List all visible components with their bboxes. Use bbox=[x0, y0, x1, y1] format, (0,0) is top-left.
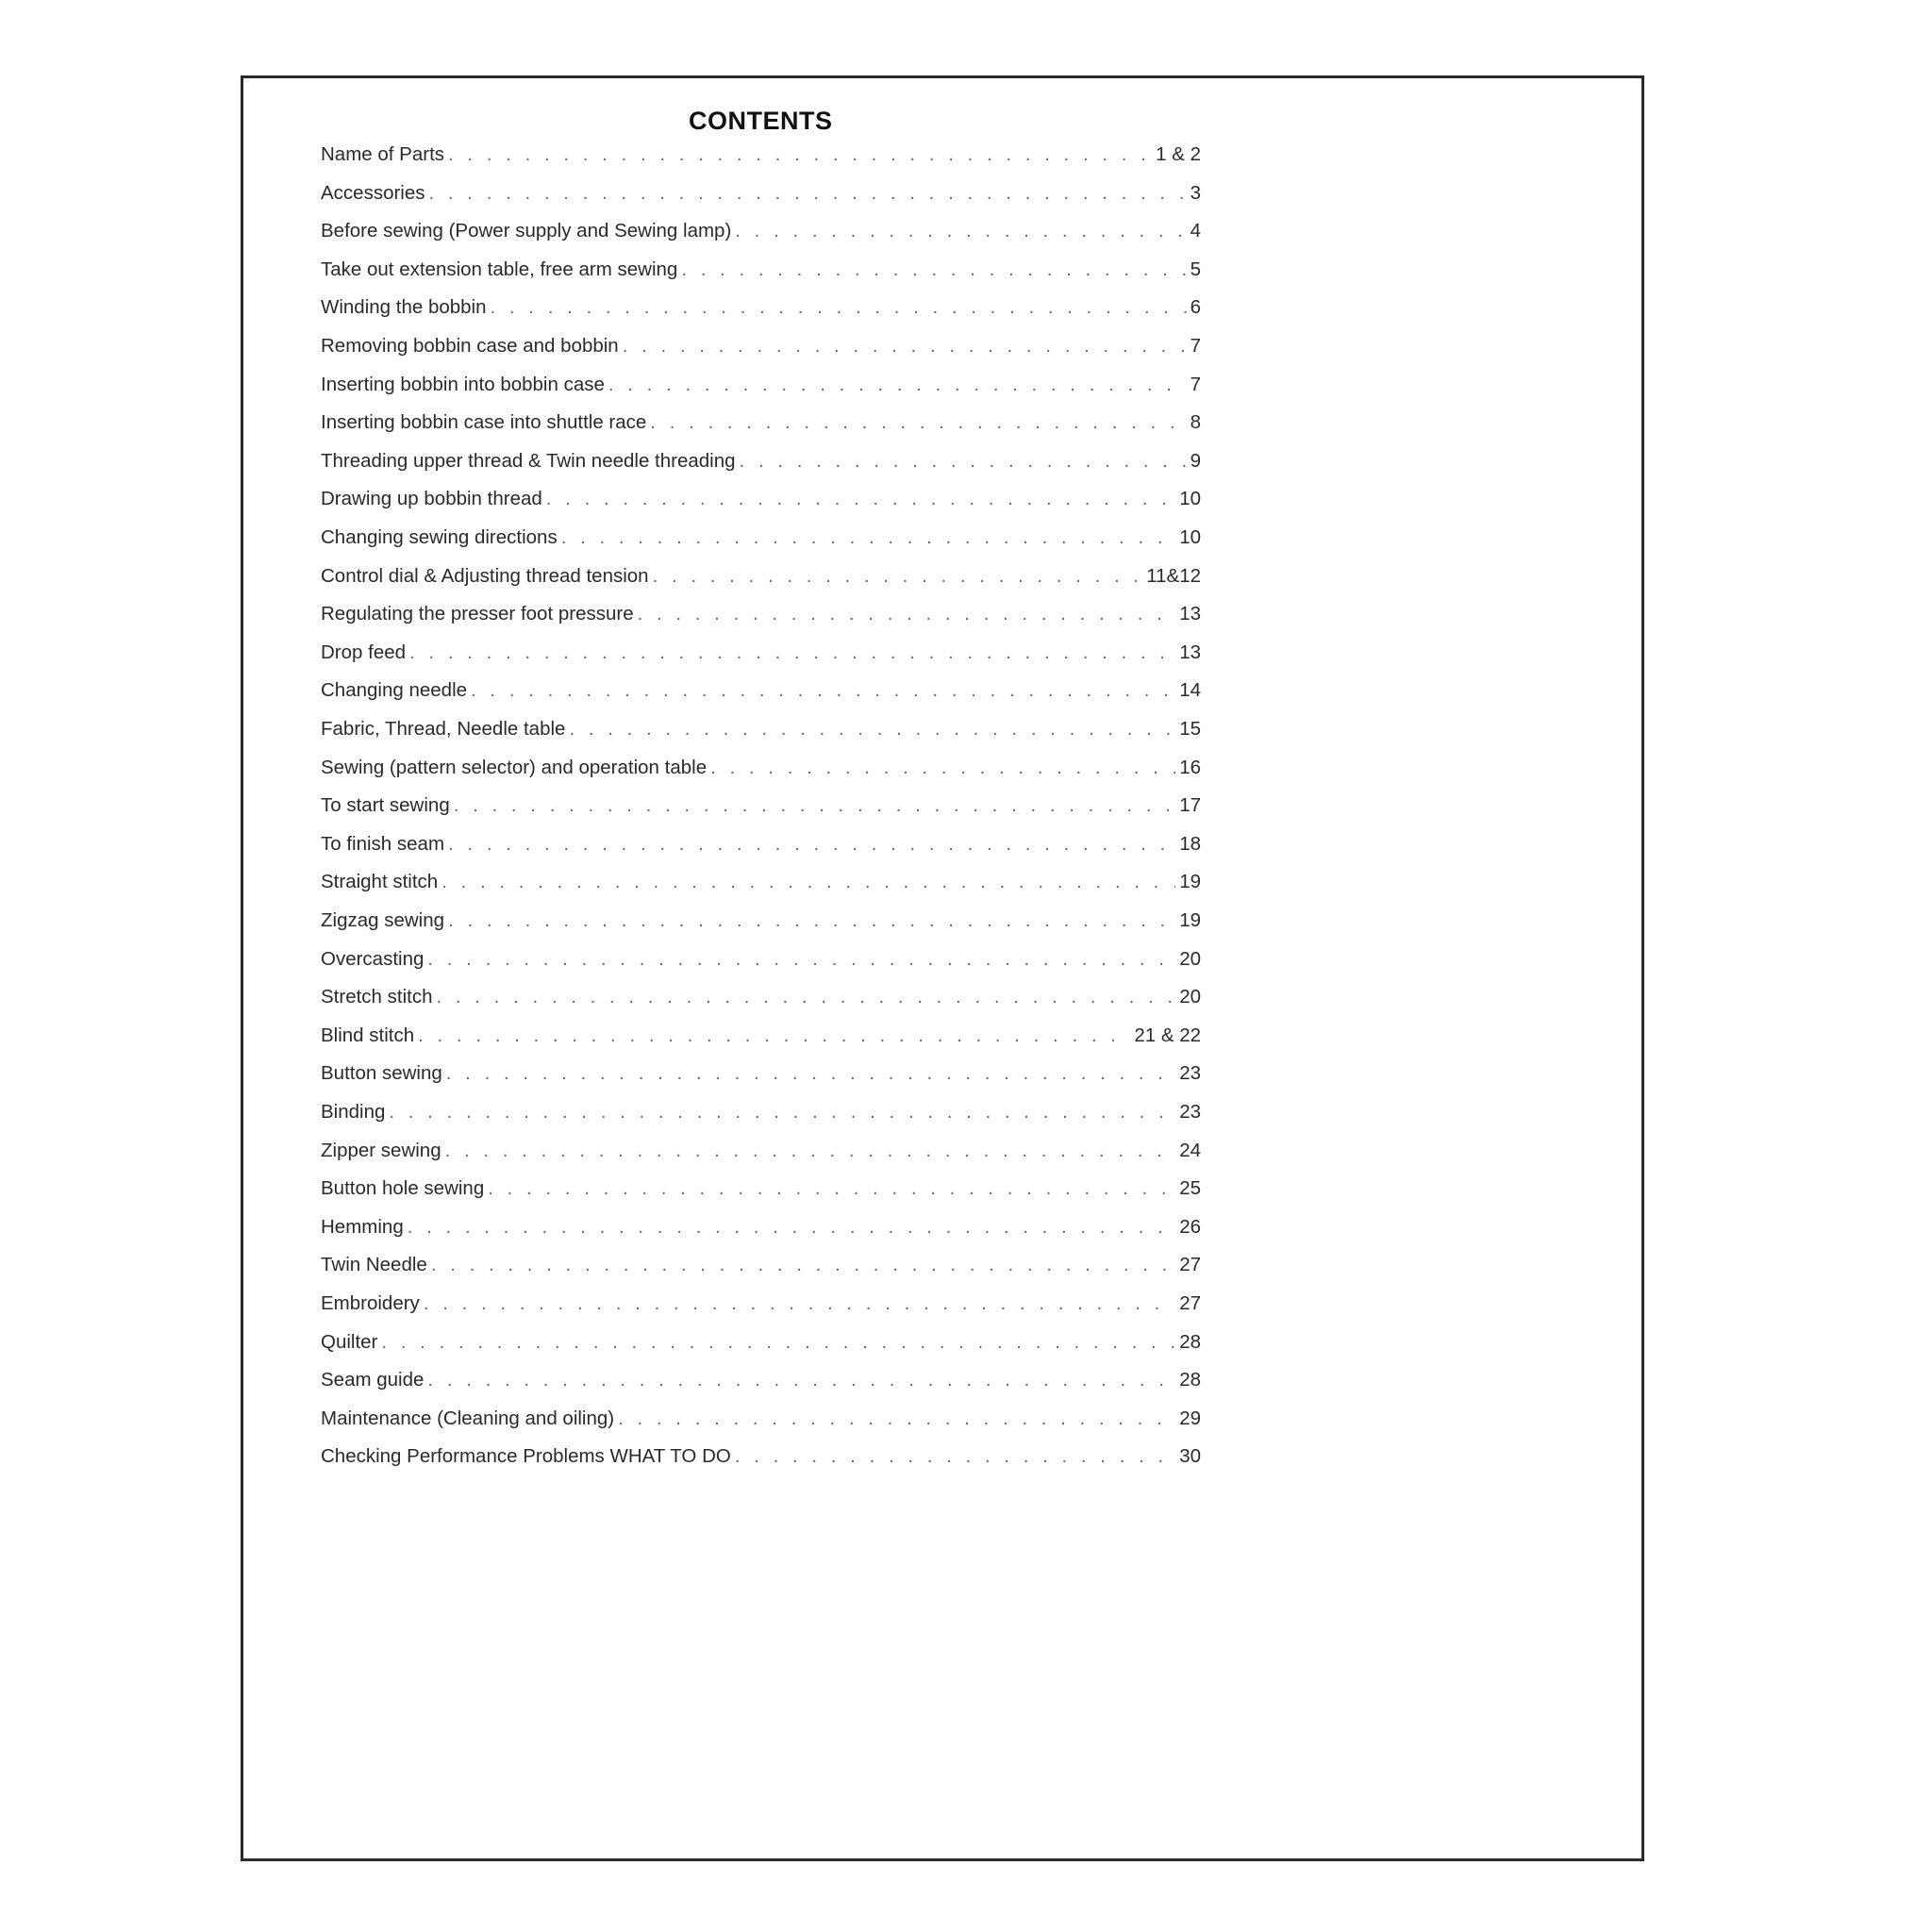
toc-entry-label: To finish seam bbox=[321, 833, 445, 855]
toc-entry bbox=[321, 1331, 1201, 1359]
toc-entry-label: Hemming bbox=[321, 1216, 404, 1238]
toc-dot-leader bbox=[446, 1062, 1175, 1085]
toc-entry-label: Accessories bbox=[321, 182, 425, 204]
toc-dot-leader bbox=[431, 1254, 1175, 1276]
toc-entry bbox=[321, 450, 1201, 478]
toc-dot-leader bbox=[623, 335, 1187, 358]
toc-dot-leader bbox=[681, 258, 1186, 281]
toc-entry bbox=[321, 411, 1201, 440]
toc-entry-page: 25 bbox=[1179, 1177, 1201, 1199]
toc-entry-page: 18 bbox=[1179, 833, 1201, 855]
toc-entry-label: Binding bbox=[321, 1101, 386, 1123]
toc-entry-label: Stretch stitch bbox=[321, 986, 433, 1008]
toc-entry-page: 17 bbox=[1179, 794, 1201, 816]
toc-entry-label: Before sewing (Power supply and Sewing lamp) bbox=[321, 220, 732, 242]
toc-entry-page: 23 bbox=[1179, 1062, 1201, 1084]
toc-entry-label: Straight stitch bbox=[321, 871, 439, 892]
toc-entry-label: Take out extension table, free arm sewing bbox=[321, 258, 678, 280]
toc-entry-page: 8 bbox=[1190, 411, 1201, 433]
toc-dot-leader bbox=[546, 488, 1175, 510]
toc-entry-label: Zipper sewing bbox=[321, 1140, 441, 1161]
toc-dot-leader bbox=[448, 143, 1152, 166]
toc-entry-label: Drawing up bobbin thread bbox=[321, 488, 542, 509]
toc-entry-page: 10 bbox=[1179, 526, 1201, 548]
toc-dot-leader bbox=[638, 603, 1176, 625]
toc-entry-page: 19 bbox=[1179, 871, 1201, 892]
toc-entry bbox=[321, 296, 1201, 325]
toc-entry-label: Winding the bobbin bbox=[321, 296, 487, 318]
toc-entry-page: 27 bbox=[1179, 1292, 1201, 1314]
toc-entry-label: Button hole sewing bbox=[321, 1177, 485, 1199]
toc-dot-leader bbox=[389, 1101, 1175, 1124]
toc-entry-label: Name of Parts bbox=[321, 143, 445, 165]
toc-dot-leader bbox=[561, 526, 1175, 549]
toc-entry-label: Zigzag sewing bbox=[321, 909, 445, 931]
toc-entry-page: 9 bbox=[1190, 450, 1201, 472]
toc-entry-page: 4 bbox=[1190, 220, 1201, 242]
toc-entry bbox=[321, 679, 1201, 708]
toc-dot-leader bbox=[650, 411, 1186, 434]
toc-entry bbox=[321, 1101, 1201, 1129]
toc-entry-page: 13 bbox=[1179, 603, 1201, 625]
toc-entry-page: 28 bbox=[1179, 1369, 1201, 1391]
toc-dot-leader bbox=[454, 794, 1175, 817]
toc-entry-label: Threading upper thread & Twin needle threading bbox=[321, 450, 736, 472]
toc-dot-leader bbox=[437, 986, 1176, 1008]
toc-entry bbox=[321, 757, 1201, 785]
toc-entry-label: Regulating the presser foot pressure bbox=[321, 603, 634, 625]
toc-entry-page: 7 bbox=[1190, 335, 1201, 357]
toc-entry-label: Removing bobbin case and bobbin bbox=[321, 335, 619, 357]
toc-entry-page: 16 bbox=[1179, 757, 1201, 778]
toc-entry bbox=[321, 143, 1201, 172]
toc-entry bbox=[321, 909, 1201, 938]
toc-dot-leader bbox=[735, 1445, 1175, 1468]
toc-entry-label: Drop feed bbox=[321, 641, 407, 663]
toc-entry-page: 3 bbox=[1190, 182, 1201, 204]
toc-entry-label: Overcasting bbox=[321, 948, 425, 970]
toc-entry bbox=[321, 1024, 1201, 1053]
toc-entry-page: 19 bbox=[1179, 909, 1201, 931]
toc-dot-leader bbox=[471, 679, 1175, 702]
toc-entry-page: 24 bbox=[1179, 1140, 1201, 1161]
toc-entry-label: Blind stitch bbox=[321, 1024, 415, 1046]
toc-entry bbox=[321, 986, 1201, 1014]
toc-dot-leader bbox=[381, 1331, 1175, 1354]
toc-entry-label: Changing sewing directions bbox=[321, 526, 558, 548]
toc-entry-label: Control dial & Adjusting thread tension bbox=[321, 565, 649, 587]
toc-entry bbox=[321, 948, 1201, 976]
toc-entry bbox=[321, 1369, 1201, 1397]
toc-entry-page: 29 bbox=[1179, 1407, 1201, 1429]
toc-entry bbox=[321, 603, 1201, 631]
toc-entry-page: 20 bbox=[1179, 986, 1201, 1008]
toc-dot-leader bbox=[429, 182, 1187, 205]
toc-entry bbox=[321, 182, 1201, 210]
toc-entry bbox=[321, 526, 1201, 555]
toc-entry bbox=[321, 1177, 1201, 1206]
toc-entry bbox=[321, 1445, 1201, 1474]
toc-entry bbox=[321, 833, 1201, 861]
toc-entry-label: Fabric, Thread, Needle table bbox=[321, 718, 566, 740]
toc-entry-label: Inserting bobbin case into shuttle race bbox=[321, 411, 647, 433]
toc-entry bbox=[321, 220, 1201, 248]
toc-dot-leader bbox=[427, 1369, 1175, 1391]
toc-entry bbox=[321, 1140, 1201, 1168]
toc-entry-page: 7 bbox=[1190, 374, 1201, 395]
toc-entry-label: To start sewing bbox=[321, 794, 450, 816]
toc-dot-leader bbox=[569, 718, 1175, 741]
toc-entry-page: 28 bbox=[1179, 1331, 1201, 1353]
toc-dot-leader bbox=[445, 1140, 1176, 1162]
toc-dot-leader bbox=[618, 1407, 1175, 1430]
toc-entry-page: 15 bbox=[1179, 718, 1201, 740]
toc-entry-label: Inserting bobbin into bobbin case bbox=[321, 374, 605, 395]
toc-entry-page: 23 bbox=[1179, 1101, 1201, 1123]
toc-dot-leader bbox=[409, 641, 1175, 664]
toc-dot-leader bbox=[735, 220, 1186, 242]
toc-entry-label: Quilter bbox=[321, 1331, 378, 1353]
toc-entry-page: 5 bbox=[1190, 258, 1201, 280]
toc-entry bbox=[321, 335, 1201, 363]
toc-entry bbox=[321, 641, 1201, 670]
toc-dot-leader bbox=[491, 296, 1187, 319]
contents-title: CONTENTS bbox=[689, 107, 833, 135]
toc-entry-label: Embroidery bbox=[321, 1292, 420, 1314]
toc-entry-label: Seam guide bbox=[321, 1369, 425, 1391]
toc-entry bbox=[321, 374, 1201, 402]
toc-dot-leader bbox=[653, 565, 1143, 588]
toc-dot-leader bbox=[488, 1177, 1175, 1200]
toc-entry-page: 6 bbox=[1190, 296, 1201, 318]
toc-entry-page: 1 & 2 bbox=[1156, 143, 1201, 165]
toc-entry bbox=[321, 1407, 1201, 1436]
toc-entry-page: 11&12 bbox=[1146, 565, 1201, 587]
toc-entry-page: 14 bbox=[1179, 679, 1201, 701]
toc-dot-leader bbox=[427, 948, 1175, 971]
toc-dot-leader bbox=[408, 1216, 1175, 1239]
toc-entry-page: 27 bbox=[1179, 1254, 1201, 1275]
toc-entry-page: 20 bbox=[1179, 948, 1201, 970]
toc-entry bbox=[321, 258, 1201, 287]
toc-dot-leader bbox=[608, 374, 1187, 396]
toc-dot-leader bbox=[424, 1292, 1175, 1315]
toc-entry-page: 13 bbox=[1179, 641, 1201, 663]
toc-entry bbox=[321, 488, 1201, 516]
toc-dot-leader bbox=[448, 833, 1175, 856]
toc-dot-leader bbox=[418, 1024, 1130, 1047]
toc-entry-label: Twin Needle bbox=[321, 1254, 427, 1275]
toc-entry-page: 21 & 22 bbox=[1134, 1024, 1201, 1046]
toc-entry-label: Maintenance (Cleaning and oiling) bbox=[321, 1407, 615, 1429]
toc-entry bbox=[321, 794, 1201, 823]
toc-entry-page: 10 bbox=[1179, 488, 1201, 509]
toc-entry bbox=[321, 1216, 1201, 1244]
toc-dot-leader bbox=[448, 909, 1175, 932]
toc-entry bbox=[321, 1292, 1201, 1321]
toc-entry bbox=[321, 1254, 1201, 1282]
toc-entry bbox=[321, 565, 1201, 593]
toc-entry-label: Checking Performance Problems WHAT TO DO bbox=[321, 1445, 731, 1467]
toc-entry-page: 26 bbox=[1179, 1216, 1201, 1238]
toc-entry-label: Button sewing bbox=[321, 1062, 442, 1084]
toc-dot-leader bbox=[441, 871, 1175, 893]
toc-entry-page: 30 bbox=[1179, 1445, 1201, 1467]
toc-entry bbox=[321, 871, 1201, 899]
toc-dot-leader bbox=[710, 757, 1175, 779]
toc-entry-label: Sewing (pattern selector) and operation table bbox=[321, 757, 708, 778]
toc-entry-label: Changing needle bbox=[321, 679, 468, 701]
toc-entry bbox=[321, 718, 1201, 746]
toc-dot-leader bbox=[740, 450, 1187, 473]
toc-entry bbox=[321, 1062, 1201, 1091]
